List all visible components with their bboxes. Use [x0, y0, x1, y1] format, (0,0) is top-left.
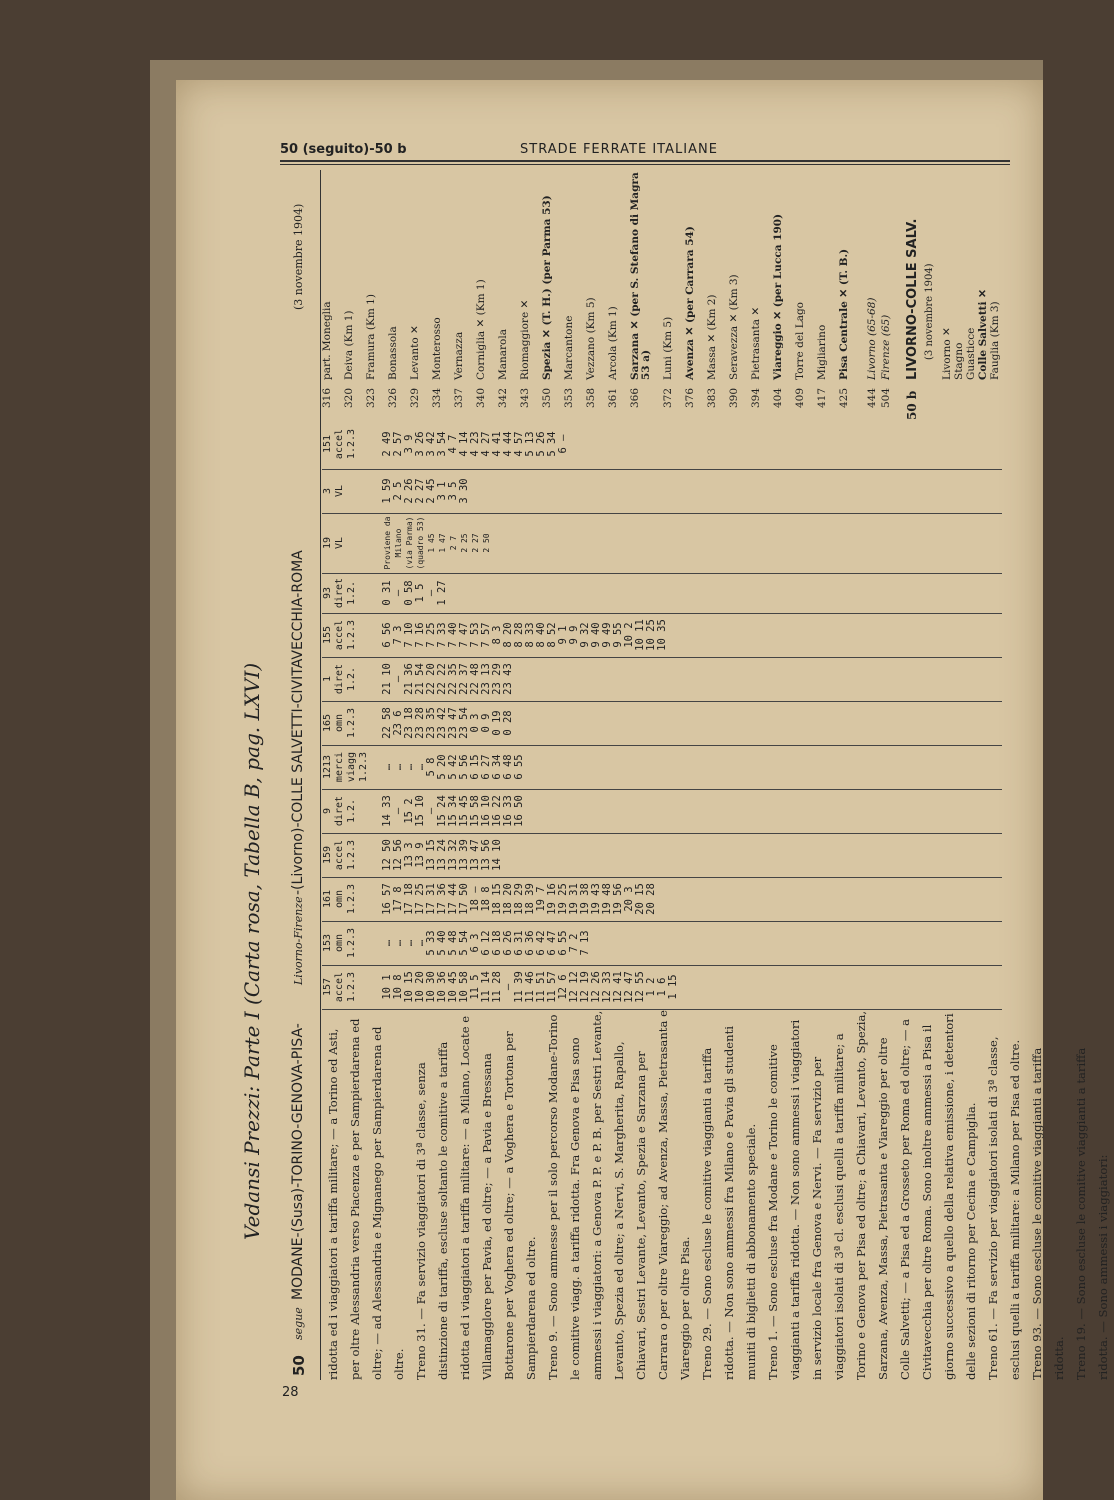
train-number: 159 [322, 845, 333, 865]
station-name: Sarzana ✕ (per S. Stefano di Magra 53 a) [629, 172, 652, 380]
station-km: 326 [387, 388, 399, 409]
header-rule-thin [280, 164, 1010, 165]
train-class: 1.2.3 [346, 927, 357, 959]
station-row [751, 170, 762, 420]
train-column [322, 833, 1002, 878]
train-column [322, 513, 1002, 574]
train-column [322, 745, 1002, 790]
station-km: 504 [880, 388, 892, 409]
train-class: 1.2. [346, 580, 357, 606]
station-name: Firenze (65) [880, 314, 892, 380]
station-km: 383 [706, 388, 718, 409]
train-number: 3 [322, 487, 333, 495]
train-class: 1.2.3 [346, 619, 357, 651]
station-km: 425 [838, 388, 850, 409]
train-column [322, 877, 1002, 922]
train-number: 161 [322, 889, 333, 909]
train-times: 22 58 23 6 23 18 23 28 23 35 23 42 23 47 23 54 0 3 0 9 0 19 0 28 [381, 707, 514, 739]
station-row [586, 170, 597, 420]
station-row [366, 170, 377, 420]
station-name: Arcola (Km 1) [607, 306, 619, 380]
station-name: Framura (Km 1) [365, 294, 377, 380]
branch-code: 50 b [905, 390, 919, 420]
branch-title: LIVORNO-COLLE SALV. [905, 218, 920, 380]
route-title-rest: -(Livorno)-COLLE SALVETTI-CIVITAVECCHIA-ROMA [290, 550, 306, 895]
station-km: 329 [409, 388, 421, 409]
station-name: Pisa Centrale ✕ (T. B.) [838, 248, 850, 380]
header-rule [280, 160, 1010, 162]
station-row [410, 170, 421, 420]
train-kind: merci viagg [334, 751, 357, 783]
station-km: 361 [607, 388, 619, 409]
branch-date: (3 novembre 1904) [924, 263, 935, 360]
station-row [498, 170, 509, 420]
train-column [322, 701, 1002, 746]
station-name: Massa ✕ (Km 2) [706, 294, 718, 380]
station-row [817, 170, 828, 420]
station-row [322, 170, 333, 420]
station-row [520, 170, 531, 420]
station-km: 358 [585, 388, 597, 409]
station-name: Vernazza [453, 331, 465, 380]
train-class: 1.2.3 [346, 883, 357, 915]
station-name: Corniglia ✕ (Km 1) [475, 279, 487, 380]
train-kind: VL [334, 536, 345, 550]
station-name: Bonassola [387, 326, 399, 380]
station-name: Luni (Km 5) [662, 316, 674, 380]
station-km: 343 [519, 388, 531, 409]
train-class: 1.2. [346, 798, 357, 824]
train-kind: omn [334, 889, 345, 909]
train-column [322, 419, 1002, 470]
route-subtitle: Livorno-Firenze [292, 896, 305, 985]
station-row [388, 170, 399, 420]
station-row [564, 170, 575, 420]
train-column [322, 469, 1002, 514]
train-times: 16 57 17 8 17 18 17 25 17 31 17 36 17 44 17 50 18 — 18 8 18 15 18 20 18 29 18 39 19 7 19 16 19 25 19 31 19 38 19 43 19 48 19 56 20 3 20 15 20 28 [381, 883, 657, 915]
train-kind: diret [334, 795, 345, 827]
station-row [795, 170, 806, 420]
station-name: Riomaggiore ✕ [519, 299, 531, 380]
note-paragraph: Treno 61. — Fa servizio per viaggiatori isolati di 3ª classe, esclusi quelli a tariffa militare: a Milano per Pisa ed oltre. [986, 1036, 1022, 1380]
train-kind: accel [334, 428, 345, 460]
station-row [608, 170, 619, 420]
route-date: (3 novembre 1904) [292, 203, 305, 310]
station-name: Spezia ✕ (T. H.) (per Parma 53) [541, 195, 553, 380]
station-km: 409 [794, 388, 806, 409]
station-row [542, 170, 553, 420]
branch-station: Livorno ✕ [941, 327, 953, 380]
station-row [476, 170, 487, 420]
station-km: 394 [750, 388, 762, 409]
branch-station: Fauglia (Km 3) [989, 301, 1001, 380]
branch-station: Stagno [953, 342, 965, 380]
note-paragraph: Treno 93. — Sono escluse le comitive viaggianti a tariffa ridotta. [1030, 1047, 1066, 1380]
train-times: 12 50 12 56 13 3 13 9 13 15 13 24 13 32 13 39 13 47 13 56 14 10 [381, 839, 503, 871]
station-row [839, 170, 850, 420]
train-times: Proviene da Milano (via Parma) (quadro 53) 1 45 1 47 2 7 2 25 2 27 2 50 [383, 516, 491, 570]
running-head [280, 142, 1008, 162]
train-number: 1213 [322, 754, 333, 780]
station-name: Marcantone [563, 315, 575, 380]
route-prefix: segue [292, 1307, 305, 1340]
train-times: 21 10 — 21 36 21 54 22 20 22 22 22 35 22 37 22 48 23 13 23 29 23 43 [381, 663, 514, 695]
train-class: 1.2.3 [346, 428, 357, 460]
station-name: Migliarino [816, 324, 828, 380]
station-row [663, 170, 674, 420]
station-km: 353 [563, 388, 575, 409]
note-paragraph: Treno 9. — Sono ammesse per il solo percorso Modane-Torino le comitive viagg. a tariffa ridotta. Fra Genova e Pisa sono ammessi i viaggiatori: a Genova P. P. e P. B. per Sestri Levante, Levanto, Spezia ed oltre; a Nervi, S. Margherita, Rapallo, Chiavari, Sestri Levante, Levanto, Spezia e Sarzana per Carrara o per oltre Viareggio; ad Avenza, Massa, Pietrasanta e Viareggio per oltre Pisa. [546, 1010, 692, 1380]
train-number: 153 [322, 933, 333, 953]
train-times: 0 31 — 0 58 1 5 — 1 27 [381, 580, 448, 606]
branch-station: Colle Salvetti ✕ [977, 289, 989, 380]
train-number: 157 [322, 977, 333, 997]
station-km: 337 [453, 388, 465, 409]
train-kind: diret [334, 577, 345, 609]
train-class: 1.2. [346, 666, 357, 692]
running-head-title: STRADE FERRATE ITALIANE [520, 142, 718, 157]
table-header [280, 170, 320, 1380]
train-notes [322, 1010, 1110, 1380]
train-kind: VL [334, 484, 345, 498]
station-name: Monterosso [431, 317, 443, 380]
station-km: 334 [431, 388, 443, 409]
station-km: 316 [321, 388, 333, 409]
train-column [322, 965, 1002, 1010]
station-km: 417 [816, 388, 828, 409]
train-times: 2 49 2 57 3 9 3 26 3 42 3 54 4 7 4 14 4 23 4 27 4 41 4 44 4 57 5 13 5 26 5 34 6 — [381, 431, 569, 457]
running-head-page-ref: 50 (seguito)-50 b [280, 142, 407, 157]
station-km: 372 [662, 388, 674, 409]
station-name: Levanto ✕ [409, 325, 421, 380]
train-number: 1 [322, 675, 333, 683]
train-number: 9 [322, 807, 333, 815]
station-name: Manarola [497, 329, 509, 380]
station-row [344, 170, 355, 420]
station-name: Vezzano (Km 5) [585, 297, 597, 380]
station-name: Viareggio ✕ (per Lucca 190) [772, 213, 784, 380]
station-row [773, 170, 784, 420]
station-name: Livorno (65-68) [866, 297, 878, 380]
station-km: 376 [684, 388, 696, 409]
station-km: 350 [541, 388, 553, 409]
train-class: 1.2.3 [346, 971, 357, 1003]
train-number: 93 [322, 586, 333, 600]
train-kind: omn [334, 933, 345, 953]
station-row [432, 170, 443, 420]
station-km: 404 [772, 388, 784, 409]
station-name: Seravezza ✕ (Km 3) [728, 274, 740, 380]
station-row [454, 170, 465, 420]
station-name: Deiva (Km 1) [343, 310, 355, 380]
timetable-grid [322, 420, 1002, 1010]
prices-reference: Vedansi Prezzi: Parte I (Carta rosa, Tabella B, pag. LXVI) [240, 662, 264, 1240]
train-kind: diret [334, 663, 345, 695]
train-number: 151 [322, 434, 333, 454]
train-class: 1.2.3 [358, 751, 369, 783]
train-times: 14 33 — 15 2 15 10 — 15 24 15 34 15 45 15 58 16 10 16 22 16 33 16 50 [381, 795, 525, 827]
note-paragraph: Treno 19. — Sono escluse le comitive viaggianti a tariffa ridotta. — Sono ammessi i viaggiatori: [1074, 1047, 1110, 1380]
route-title: MODANE-(Susa)-TORINO-GENOVA-PISA- [290, 1023, 306, 1300]
station-km: 366 [629, 388, 641, 409]
station-row [685, 170, 696, 420]
train-column [322, 657, 1002, 702]
train-column [322, 573, 1002, 614]
note-paragraph: Treno 31. — Fa servizio viaggiatori di 3ª classe, senza distinzione di tariffa, escluse soltanto le comitive a tariffa ridotta ed i viaggiatori a tariffa militare: — a Milano, Locate e Villamagglore per Pavia, ed oltre; — a Pavia e Bressana Bottarone per Voghera ed oltre; — a Voghera e Tortona per Sampierdarena ed oltre. [414, 1015, 538, 1380]
train-times: 1 59 2 5 2 26 2 27 2 45 3 1 3 5 3 30 [381, 478, 470, 504]
station-row [881, 170, 892, 420]
train-column [322, 789, 1002, 834]
train-times: … … … … 5 8 5 20 5 42 5 56 6 15 6 27 6 34 6 48 6 55 [381, 754, 525, 780]
page-number: 28 [282, 1385, 299, 1400]
station-list [322, 170, 1002, 420]
train-class: 1.2.3 [346, 839, 357, 871]
note-paragraph: Treno 29. — Sono escluse le comitive viaggianti a tariffa ridotta. — Non sono ammessi fra Milano e Pavia gli studenti muniti di biglietti di abbonamento speciale. [700, 1026, 758, 1380]
station-row [729, 170, 740, 420]
station-km: 444 [866, 388, 878, 409]
train-kind: accel [334, 971, 345, 1003]
station-row [707, 170, 718, 420]
station-km: 390 [728, 388, 740, 409]
train-kind: omn [334, 713, 345, 733]
train-times: 6 56 7 3 7 10 7 16 7 25 7 33 7 40 7 47 7 53 7 57 8 3 8 20 8 28 8 33 8 40 8 52 9 1 9 9 9 32 9 40 9 49 9 55 10 2 10 11 10 25 10 35 [381, 619, 668, 651]
train-number: 165 [322, 713, 333, 733]
train-number: 19 [322, 536, 333, 550]
station-row [630, 170, 652, 420]
train-times: 10 1 10 8 10 15 10 20 10 30 10 36 10 45 10 58 11 5 11 14 11 28 — 11 39 11 46 11 51 11 57 12 6 12 12 12 19 12 26 12 33 12 41 12 47 12 55 1 2 1 6 1 15 [381, 971, 679, 1003]
timetable-rotated [240, 170, 1110, 1380]
station-km: 342 [497, 388, 509, 409]
station-name: Avenza ✕ (per Carrara 54) [684, 226, 696, 380]
train-times: … … … … 5 33 5 40 5 48 5 54 6 3 6 12 6 18 6 26 6 31 6 36 6 42 6 47 6 55 7 2 7 13 [381, 930, 591, 956]
train-kind: accel [334, 839, 345, 871]
branch-station: Guasticce [965, 327, 977, 380]
route-number: 50 [290, 1355, 308, 1376]
note-paragraph: Treno 1. — Sono escluse fra Modane e Torino le comitive viaggianti a tariffa ridotta. — Non sono ammessi i viaggiatori in servizio locale fra Genova e Nervi. — Fa servizio per viaggiatori isolati di 3ª cl. esclusi quelli a tariffa militare; a Torino e Genova per Pisa ed oltre; a Chiavari, Levanto, Spezia, Sarzana, Avenza, Massa, Pietrasanta e Viareggio per oltre Colle Salvetti; — a Pisa ed a Grosseto per Roma ed oltre; — a Civitavecchia per oltre Roma. Sono inoltre ammessi a Pisa il giorno successivo a quello della relativa emissione, i detentori delle sezioni di ritorno per Cecina e Campiglia. [766, 1010, 978, 1380]
station-km: 340 [475, 388, 487, 409]
train-number: 155 [322, 625, 333, 645]
note-paragraph: ridotta ed i viaggiatori a tariffa militare; — a Torino ed Asti, per oltre Alessandria verso Piacenza e per Sampierdarena ed oltre; — ad Alessandria e Mignanego per Sampierdarena ed oltre. [326, 1018, 406, 1380]
station-km: 320 [343, 388, 355, 409]
station-name: Pietrasanta ✕ [750, 306, 762, 380]
station-row [867, 170, 878, 420]
train-column [322, 613, 1002, 658]
station-name: part. Moneglia [321, 301, 333, 380]
train-class: 1.2.3 [346, 707, 357, 739]
station-name: Torre del Lago [794, 301, 806, 380]
station-km: 323 [365, 388, 377, 409]
train-column [322, 921, 1002, 966]
train-kind: accel [334, 619, 345, 651]
